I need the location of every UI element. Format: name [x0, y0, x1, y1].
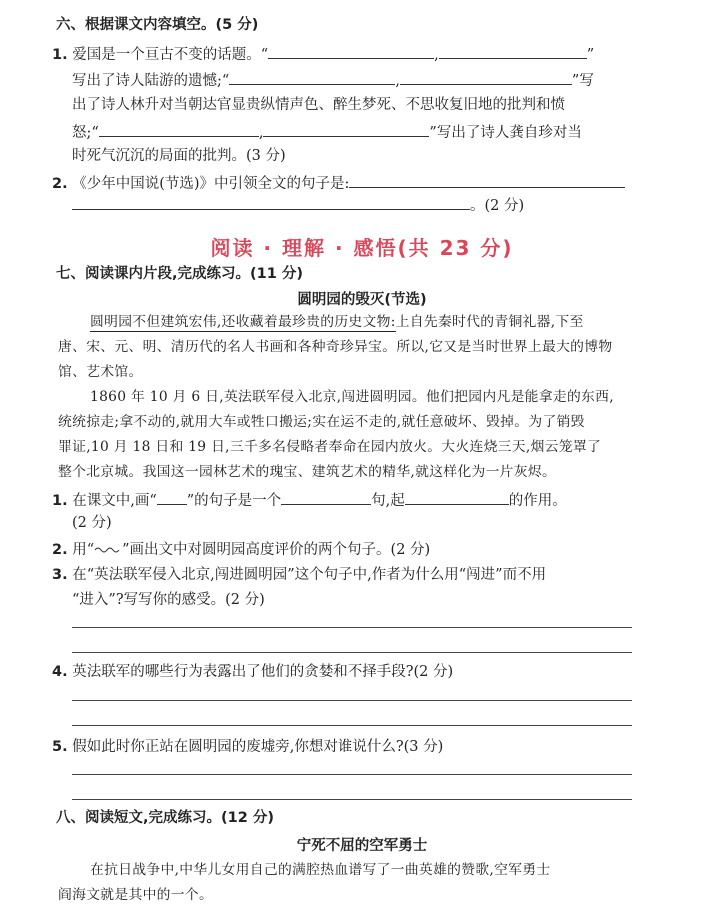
underlined-sentence: 圆明园不但建筑宏伟,还收藏着最珍贵的历史文物:: [90, 314, 396, 330]
section6-heading: 六、根据课文内容填空。(5 分): [56, 17, 259, 33]
blank-s6-q1-5[interactable]: [99, 121, 259, 137]
passage-p1-line2: 唐、宋、元、明、清历代的名人书画和各种奇珍异宝。所以,它又是当时世界上最大的博物: [58, 339, 613, 355]
s7-q3-line1: [52, 565, 546, 585]
blank-s6-q2-2[interactable]: [72, 194, 470, 210]
s6-q1-text-b: 写出了诗人陆游的遗憾;“: [72, 73, 230, 89]
blank-s6-q1-6[interactable]: [263, 121, 429, 137]
s7-q1-line1: [52, 489, 567, 511]
s7-q4-number: 4.: [52, 664, 68, 680]
s7-q4-text: 英法联军的哪些行为表露出了他们的贪婪和不择手段?(2 分): [72, 664, 454, 680]
answer-line-s7-q3-2[interactable]: [72, 652, 632, 653]
s6-q2-line1: [52, 172, 625, 194]
answer-line-s7-q4-1[interactable]: [72, 700, 632, 701]
s7-q1-number: 1.: [52, 493, 68, 509]
answer-line-s7-q5-2[interactable]: [72, 799, 632, 800]
blank-s6-q1-2[interactable]: [439, 43, 587, 59]
s6-q1-line1: [52, 43, 594, 65]
blank-s7-q1-2[interactable]: [405, 489, 509, 505]
s6-q1-line2: [72, 69, 594, 91]
s7-q2-text-b: ”画出文中对圆明园高度评价的两个句子。(2 分): [122, 542, 431, 558]
s6-q1-comma-2: ,: [395, 73, 400, 89]
blank-s6-q1-1[interactable]: [268, 43, 434, 59]
s7-q3-number: 3.: [52, 567, 68, 583]
s6-q1-comma-3: ,: [258, 125, 264, 141]
passage-p1-line1: [90, 312, 584, 332]
blank-s7-q1-1[interactable]: [281, 489, 371, 505]
s6-q2-text: 《少年中国说(节选)》中引领全文的句子是:: [72, 176, 350, 192]
s6-q1-line3: 出了诗人林升对当朝达官显贵纵情声色、醉生梦死、不思收复旧地的批判和愤: [72, 97, 565, 113]
s7-q3-line2: “进入”?写写你的感受。(2 分): [72, 592, 265, 608]
s6-q1-text-c: ”写: [571, 73, 594, 89]
s8-passage-line2: 阎海文就是其中的一个。: [58, 887, 214, 903]
passage-p2-line2: 统统掠走;拿不动的,就用大车或牲口搬运;实在运不走的,就任意破坏、毁掉。为了销毁: [58, 414, 585, 430]
answer-line-s7-q3-1[interactable]: [72, 627, 632, 628]
section7-heading: 七、阅读课内片段,完成练习。(11 分): [56, 266, 303, 282]
s7-q1-text-d: 的作用。: [508, 493, 567, 509]
s6-q1-text-e: ”写出了诗人龚自珍对当: [429, 125, 582, 141]
answer-line-s7-q5-1[interactable]: [72, 774, 632, 775]
passage-p1-rest: 上自先秦时代的青铜礼器,下至: [395, 314, 584, 330]
s7-q1-score: (2 分): [72, 515, 112, 531]
underline-mark-sample: [157, 489, 187, 505]
s6-q1-line5: 时死气沉沉的局面的批判。(3 分): [72, 148, 286, 164]
wavy-underline-icon: [94, 546, 122, 554]
s7-q1-text-c: 句,起: [371, 493, 405, 509]
passage-p2-line3: 罪证,10 月 18 日和 19 日,三千多名侵略者奉命在园内放火。大火连烧三天,烟云笼罩了: [58, 439, 602, 455]
s7-q2-line: [52, 540, 430, 560]
s6-q1-number: 1.: [52, 47, 68, 63]
s6-q1-comma-1: ,: [434, 47, 439, 63]
reading-section-banner: 阅读 · 理解 · 感悟(共 23 分): [210, 236, 514, 260]
s7-q5-text: 假如此时你正站在圆明园的废墟旁,你想对谁说什么?(3 分): [72, 739, 444, 755]
blank-s6-q1-3[interactable]: [229, 69, 395, 85]
s7-q2-text-a: 用“: [72, 542, 95, 558]
s7-q5-line: [52, 737, 443, 757]
s7-q2-number: 2.: [52, 542, 68, 558]
passage-p2-line4: 整个北京城。我国这一园林艺术的瑰宝、建筑艺术的精华,就这样化为一片灰烬。: [58, 464, 557, 480]
s7-q4-line: [52, 662, 453, 682]
answer-line-s7-q4-2[interactable]: [72, 725, 632, 726]
s7-q5-number: 5.: [52, 739, 68, 755]
passage-p2-line1: 1860 年 10 月 6 日,英法联军侵入北京,闯进圆明园。他们把园内凡是能拿走的东西,: [90, 389, 614, 405]
s6-q1-text-d: 怒;“: [72, 125, 99, 141]
s6-q2-number: 2.: [52, 176, 68, 192]
s6-q1-quote-close-1: ”: [586, 47, 595, 63]
s7-q3-text-1: 在“英法联军侵入北京,闯进圆明园”这个句子中,作者为什么用“闯进”而不用: [72, 567, 547, 583]
passage-p1-line3: 馆、艺术馆。: [58, 364, 143, 380]
s6-q2-score: 。(2 分): [470, 198, 525, 214]
passage-title-air-force-hero: 宁死不屈的空军勇士: [296, 838, 428, 854]
s6-q1-text-a: 爱国是一个亘古不变的话题。“: [72, 47, 269, 63]
passage-title-yuanmingyuan: 圆明园的毁灭(节选): [297, 292, 427, 308]
s6-q1-line4: [72, 121, 582, 143]
blank-s6-q1-4[interactable]: [400, 69, 572, 85]
s6-q2-line2: [72, 194, 524, 216]
s7-q1-text-b: ”的句子是一个: [186, 493, 282, 509]
section8-heading: 八、阅读短文,完成练习。(12 分): [56, 810, 274, 826]
blank-s6-q2-1[interactable]: [349, 172, 625, 188]
s8-passage-line1: 在抗日战争中,中华儿女用自己的满腔热血谱写了一曲英雄的赞歌,空军勇士: [90, 862, 551, 878]
s7-q1-text-a: 在课文中,画“: [72, 493, 157, 509]
